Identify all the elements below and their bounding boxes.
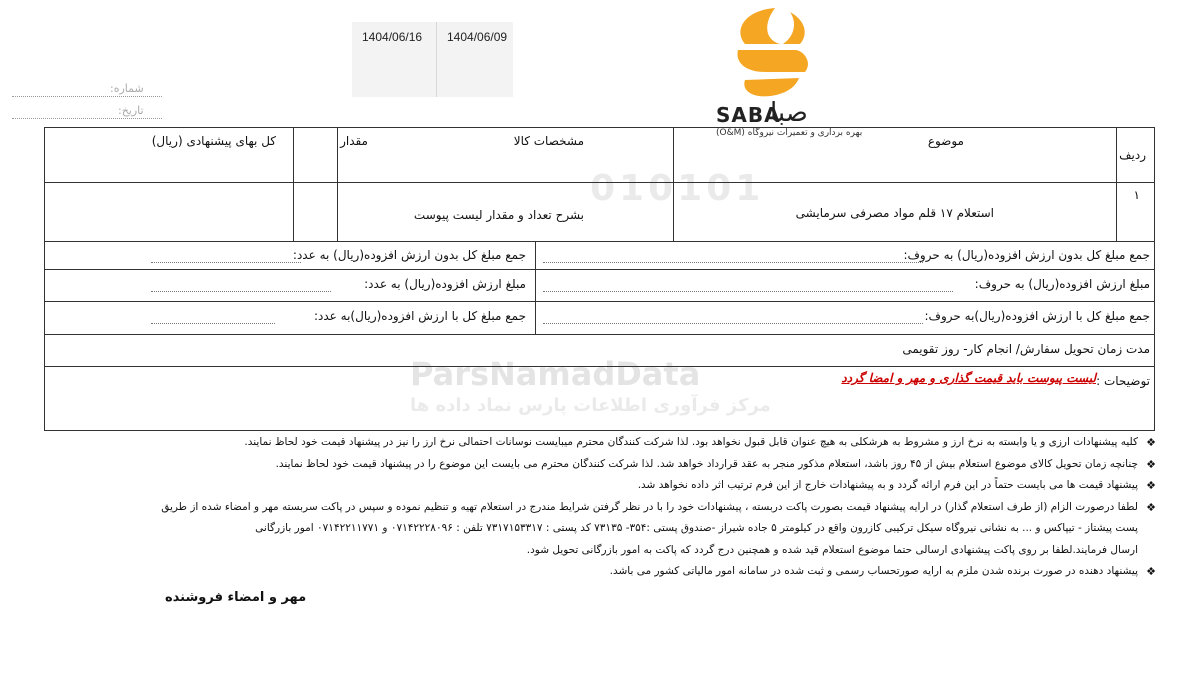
delivery-time: مدت زمان تحویل سفارش/ انجام کار- روز تقویمی xyxy=(902,342,1150,356)
date-right: 1404/06/09 xyxy=(447,30,508,44)
brand-en: SABA xyxy=(716,103,781,127)
header-total: کل بهای پیشنهادی (ریال) xyxy=(151,134,276,148)
vat-digits-line[interactable] xyxy=(151,291,331,292)
header-spec: مشخصات کالا xyxy=(513,134,584,148)
watermark-en: ParsNamadData xyxy=(410,355,701,393)
diamond-bullet-icon: ❖ xyxy=(1146,479,1156,492)
diamond-bullet-icon: ❖ xyxy=(1146,436,1156,449)
sum-no-vat-words-line[interactable] xyxy=(543,262,923,263)
sum-vat-digits-line[interactable] xyxy=(151,323,275,324)
number-label: شماره: xyxy=(110,82,144,95)
seller-signature: مهر و امضاء فروشنده xyxy=(165,590,307,605)
terms-list xyxy=(160,432,1156,583)
sum-no-vat-words: جمع مبلغ کل بدون ارزش افزوده(ریال) به حروف: xyxy=(903,248,1150,262)
term-4: ❖ لطفا درصورت الزام (از طرف استعلام گذار) در ارایه پیشنهاد قیمت بصورت پاکت دربسته ، پیشنهادات خود را با در نظر گرفتن شرایط مندرج در استعلام تهیه و تنظیم نموده و سپس در پاکت سربسته مهر و امضاء شده از طریق xyxy=(160,497,1156,519)
sum-vat-digits: جمع مبلغ کل با ارزش افزوده(ریال)به عدد: xyxy=(313,309,526,323)
vat-words-line[interactable] xyxy=(543,291,953,292)
sum-vat-words-line[interactable] xyxy=(543,323,923,324)
header-row: ردیف xyxy=(1119,148,1146,162)
item-spec: بشرح تعداد و مقدار لیست پیوست xyxy=(413,208,584,222)
brand-subtitle: بهره برداری و تعمیرات نیروگاه (O&M) xyxy=(716,128,863,138)
vat-digits: مبلغ ارزش افزوده(ریال) به عدد: xyxy=(364,277,526,291)
date-separator xyxy=(436,22,437,97)
term-1: ❖ کلیه پیشنهادات ارزی و یا وابسته به نرخ ارز و مشروط به هرشکلی به هیچ عنوان قابل قبول نخواهد بود. لذا شرکت کنندگان محترم میبایست نوسانات احتمالی نرخ ارز را نیز در پیشنهاد قیمت خود لحاظ نمایند. xyxy=(160,432,1156,454)
date-label: تاریخ: xyxy=(118,104,144,117)
notes-value: لیست پیوست باید قیمت گذاری و مهر و امضا گردد xyxy=(841,371,1096,385)
item-subject: استعلام ۱۷ قلم مواد مصرفی سرمایشی xyxy=(795,206,994,220)
form-table xyxy=(44,127,1155,431)
term-3: ❖ پیشنهاد قیمت ها می بایست حتماً در این فرم ارائه گردد و به پیشنهادات خارج از این فرم ترتیب اثر داده نخواهد شد. xyxy=(160,475,1156,497)
date-line xyxy=(12,118,162,119)
term-4-line-2: پست پیشتاز - تیپاکس و ... به نشانی نیروگاه سیکل ترکیبی کازرون واقع در کیلومتر ۵ جاده شیراز -صندوق پستی :۳۵۴- ۷۳۱۳۵ کد پستی : ۷۳۱۷۱۵۳۳۱۷ تلفن : ۰۷۱۴۲۲۲۸۰۹۶ و ۰۷۱۴۲۲۱۱۷۷۱ امور بازرگانی xyxy=(255,522,1138,534)
watermark-fa: مرکز فرآوری اطلاعات پارس نماد داده ها xyxy=(410,395,771,416)
date-box xyxy=(352,22,513,97)
vat-words: مبلغ ارزش افزوده(ریال) به حروف: xyxy=(974,277,1150,291)
sum-vat-words: جمع مبلغ کل با ارزش افزوده(ریال)به حروف: xyxy=(924,309,1150,323)
diamond-bullet-icon: ❖ xyxy=(1146,565,1156,578)
term-4-line-3: ارسال فرمایند.لطفا بر روی پاکت پیشنهادی ارسالی حتما موضوع استعلام قید شده و همچنین درج گردد که پاکت به امور بازرگانی تحویل شود. xyxy=(526,543,1138,556)
brand-fa: صبا xyxy=(770,98,808,128)
item-row: ۱ xyxy=(1133,188,1140,202)
diamond-bullet-icon: ❖ xyxy=(1146,500,1156,514)
sum-no-vat-digits-line[interactable] xyxy=(151,262,301,263)
sum-no-vat-digits: جمع مبلغ کل بدون ارزش افزوده(ریال) به عدد: xyxy=(292,248,526,262)
diamond-bullet-icon: ❖ xyxy=(1146,457,1156,471)
number-line xyxy=(12,96,162,97)
header-qty: مقدار xyxy=(340,134,368,148)
date-left: 1404/06/16 xyxy=(362,30,423,44)
watermark-digits: 010101 xyxy=(590,168,765,209)
notes-label: توضیحات : xyxy=(1096,374,1150,388)
term-2: ❖ چنانچه زمان تحویل کالای موضوع استعلام بیش از ۴۵ روز باشد، استعلام مذکور منجر به عقد قرارداد خواهد شد. لذا شرکت کنندگان محترم می بایست این موضوع را در پیشنهاد قیمت خود لحاظ نمایند. xyxy=(160,454,1156,476)
header-subject: موضوع xyxy=(927,134,964,148)
term-5: ❖ پیشنهاد دهنده در صورت برنده شدن ملزم به ارایه صورتحساب رسمی و ثبت شده در سامانه امور مالیاتی کشور می باشد. xyxy=(160,561,1156,583)
